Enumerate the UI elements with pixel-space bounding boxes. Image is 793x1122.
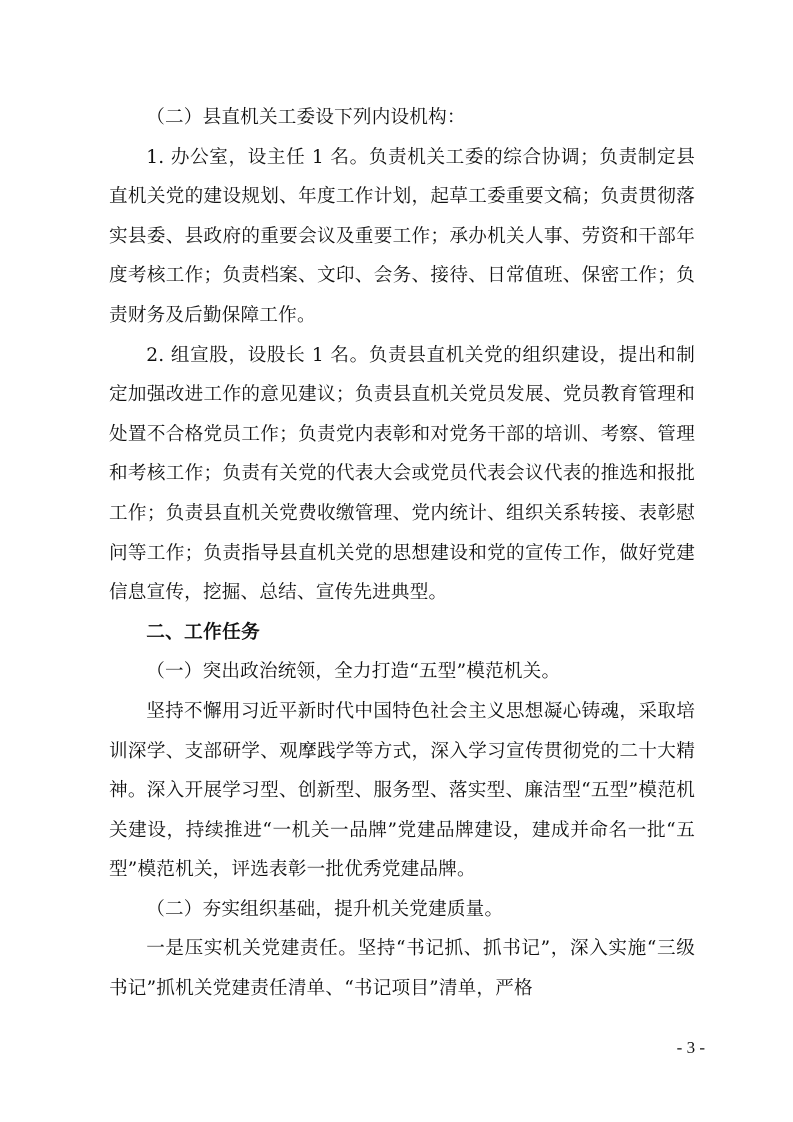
section-heading-work-tasks: 二、工作任务 [146,621,261,643]
subheading-organization-foundation: （二）夯实组织基础，提升机关党建质量。 [146,898,504,920]
paragraph-office: 1. 办公室，设主任 1 名。负责机关工委的综合协调；负责制定县直机关党的建设规划、年度工作计划，起草工委重要文稿；负责贯彻落实县委、县政府的重要会议及重要工作；承办机关人事、劳资和干部年度考核工作；负责档案、文印、会务、接待、日常值班、保密工作；负责财务及后勤保障工作。 [109,146,695,326]
page-number: - 3 - [676,1038,705,1057]
paragraph-model-agencies: 坚持不懈用习近平新时代中国特色社会主义思想凝心铸魂，采取培训深学、支部研学、观摩践学等方式，深入学习宣传贯彻党的二十大精神。深入开展学习型、创新型、服务型、落实型、廉洁型“五型”模范机关建设，持续推进“一机关一品牌”党建品牌建设，建成并命名一批“五型”模范机关，评选表彰一批优秀党建品牌。 [109,700,695,881]
paragraph-party-responsibility: 一是压实机关党建责任。坚持“书记抓、抓书记”，深入实施“三级书记”抓机关党建责任清单、“书记项目”清单，严格 [109,938,695,1000]
section-subheading-internal-bodies: （二）县直机关工委设下列内设机构： [146,107,466,128]
paragraph-organization-publicity: 2. 组宣股，设股长 1 名。负责县直机关党的组织建设，提出和制定加强改进工作的意见建议；负责县直机关党员发展、党员教育管理和处置不合格党员工作；负责党内表彰和对党务干部的培训、考察、管理和考核工作；负责有关党的代表大会或党员代表会议代表的推选和报批工作；负责县直机关党费收缴管理、党内统计、组织关系转接、表彰慰问等工作；负责指导县直机关党的思想建设和党的宣传工作，做好党建信息宣传，挖掘、总结、宣传先进典型。 [109,344,695,604]
subheading-political-leadership: （一）突出政治统领，全力打造“五型”模范机关。 [146,661,561,683]
document-body [109,98,695,1009]
